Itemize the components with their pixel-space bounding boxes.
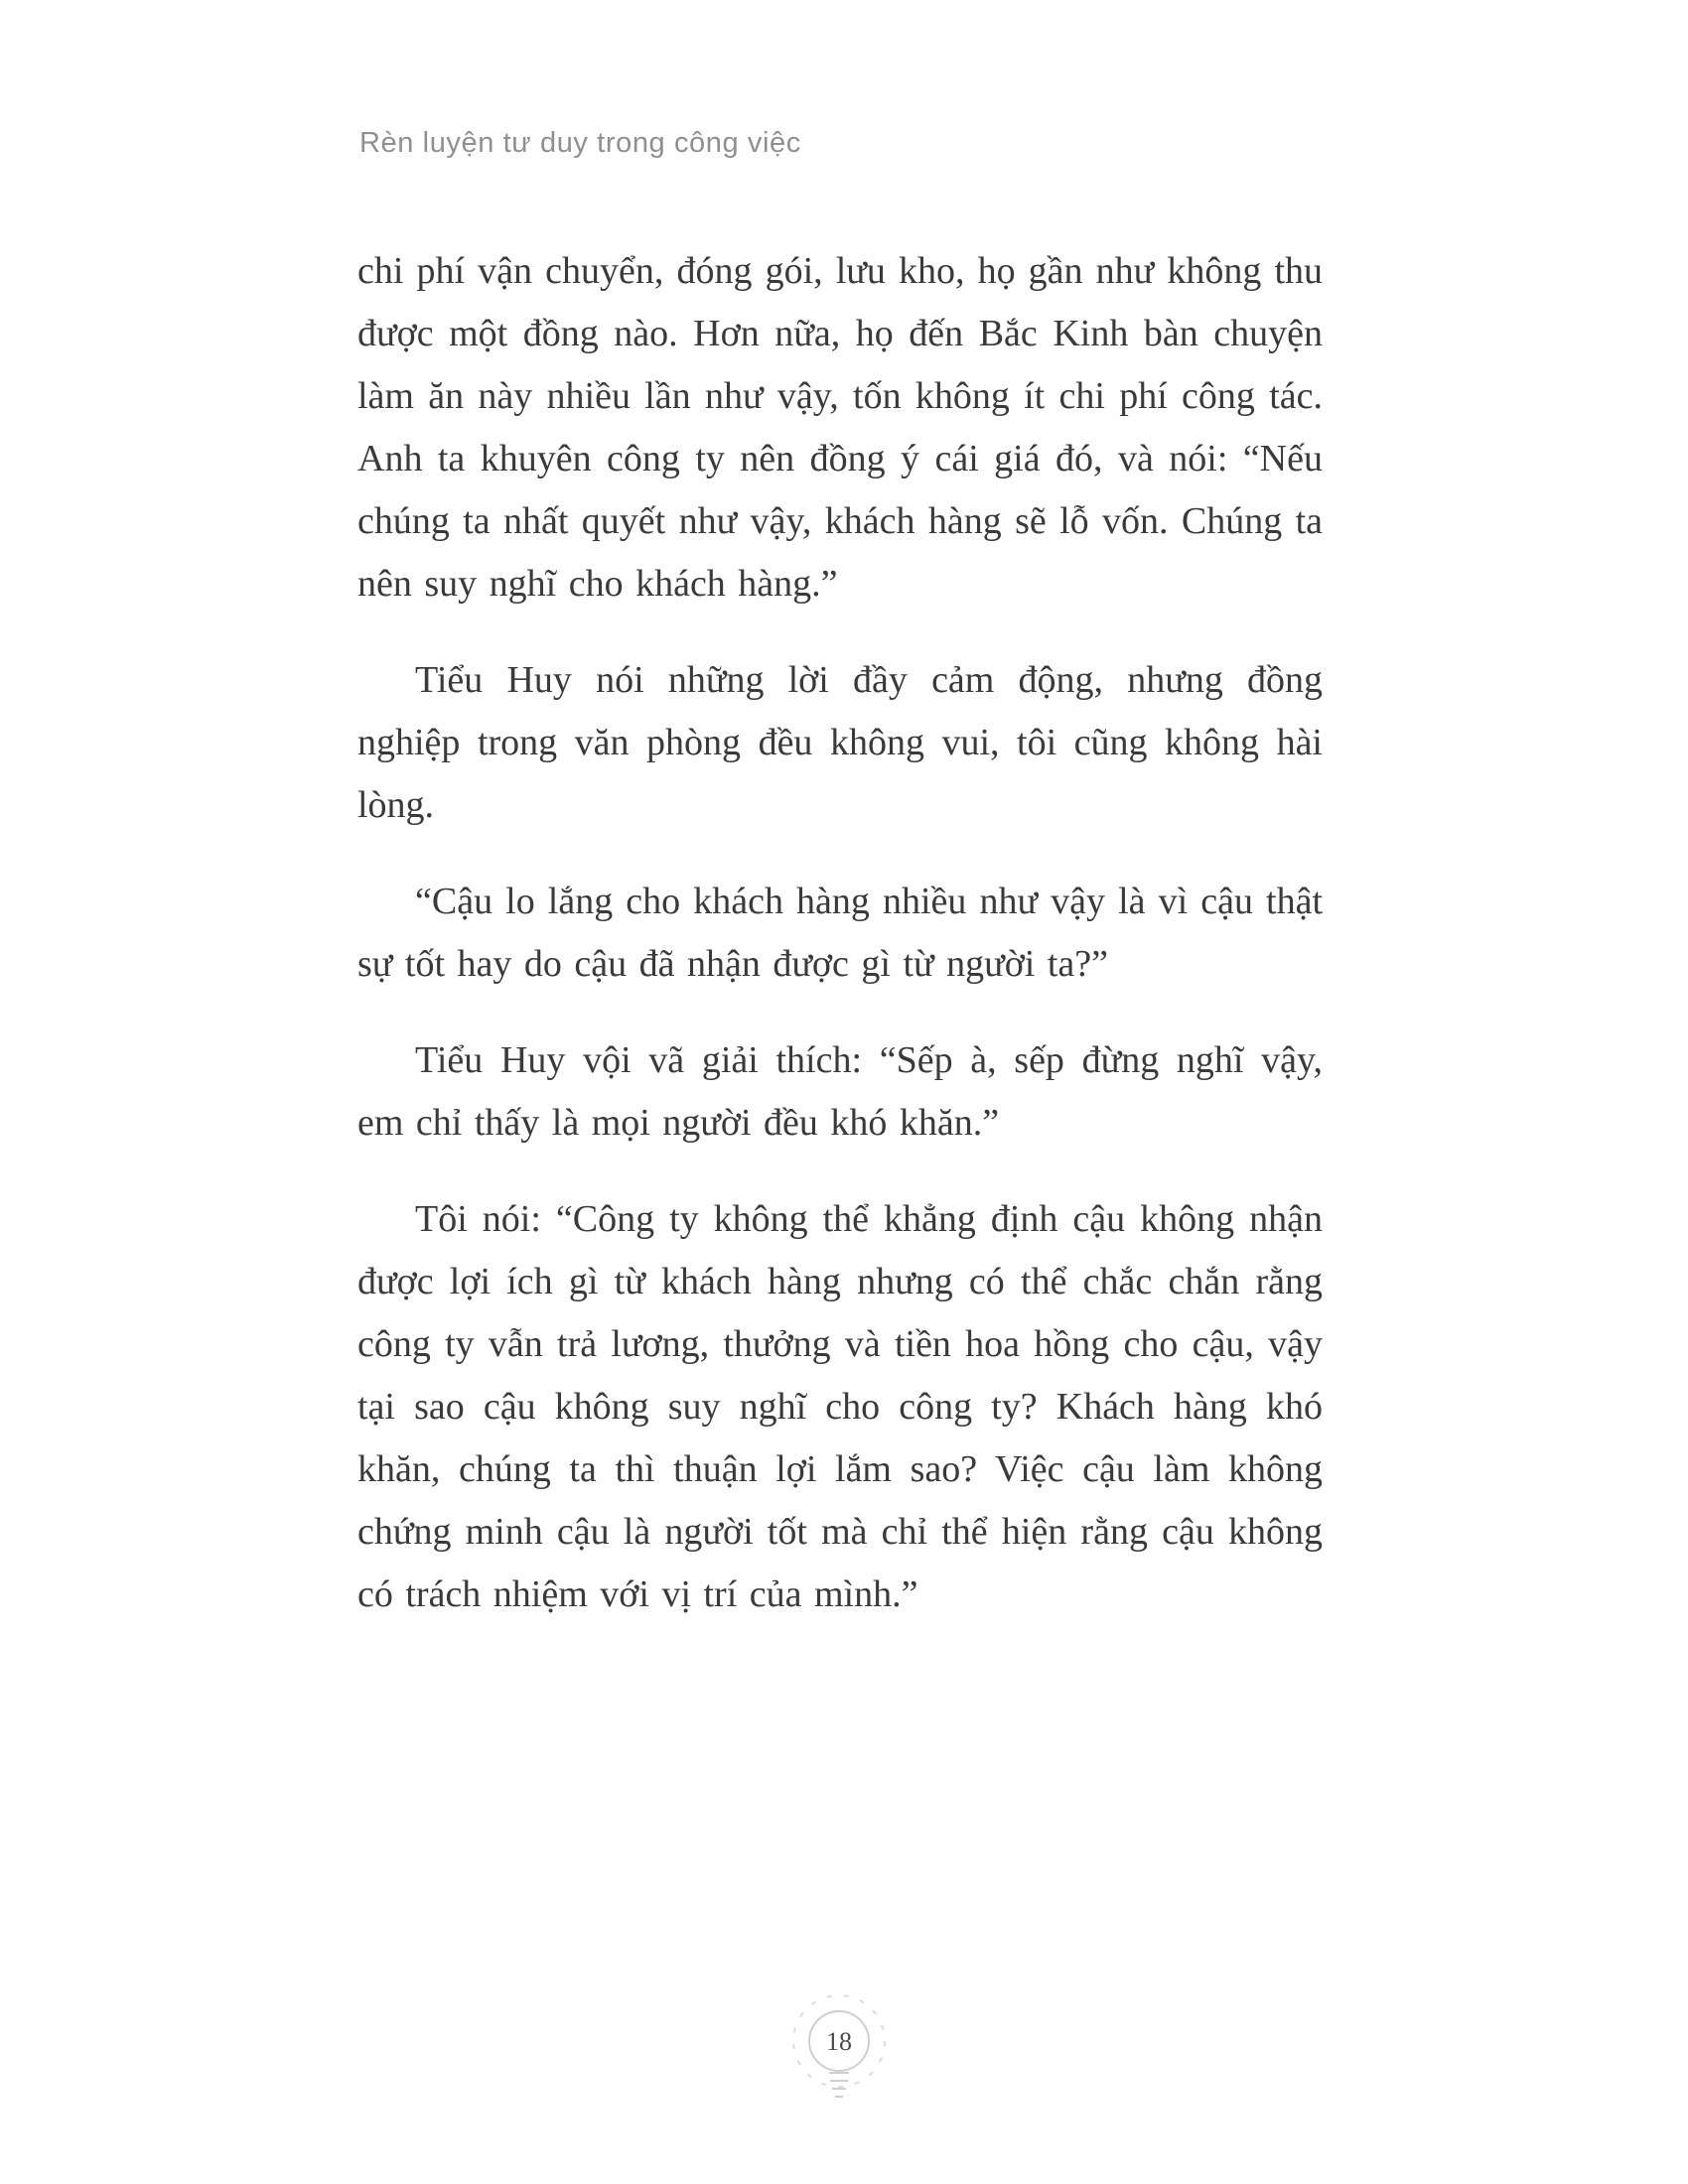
body-paragraph: Tiểu Huy vội vã giải thích: “Sếp à, sếp đừng nghĩ vậy, em chỉ thấy là mọi người đều khó khăn.” <box>357 1039 1323 1144</box>
body-paragraph: Tiểu Huy nói những lời đầy cảm động, nhưng đồng nghiệp trong văn phòng đều không vui, tôi cũng không hài lòng. <box>357 659 1323 826</box>
body-text-block <box>357 240 1323 1626</box>
running-header: Rèn luyện tư duy trong công việc <box>359 127 801 159</box>
body-paragraph: Tôi nói: “Công ty không thể khẳng định cậu không nhận được lợi ích gì từ khách hàng nhưng có thể chắc chắn rằng công ty vẫn trả lương, thưởng và tiền hoa hồng cho cậu, vậy tại sao cậu không suy nghĩ cho công ty? Khách hàng khó khăn, chúng ta thì thuận lợi lắm sao? Việc cậu làm không chứng minh cậu là người tốt mà chỉ thể hiện rằng cậu không có trách nhiệm với vị trí của mình.” <box>357 1198 1323 1615</box>
page-number: 18 <box>826 2027 852 2056</box>
body-paragraph: chi phí vận chuyển, đóng gói, lưu kho, họ gần như không thu được một đồng nào. Hơn nữa, họ đến Bắc Kinh bàn chuyện làm ăn này nhiều lần như vậy, tốn không ít chi phí công tác. Anh ta khuyên công ty nên đồng ý cái giá đó, và nói: “Nếu chúng ta nhất quyết như vậy, khách hàng sẽ lỗ vốn. Chúng ta nên suy nghĩ cho khách hàng.” <box>357 250 1323 605</box>
body-paragraph: “Cậu lo lắng cho khách hàng nhiều như vậy là vì cậu thật sự tốt hay do cậu đã nhận được gì từ người ta?” <box>357 881 1323 985</box>
lightbulb-icon <box>782 1985 897 2124</box>
page-footer <box>782 1985 897 2124</box>
